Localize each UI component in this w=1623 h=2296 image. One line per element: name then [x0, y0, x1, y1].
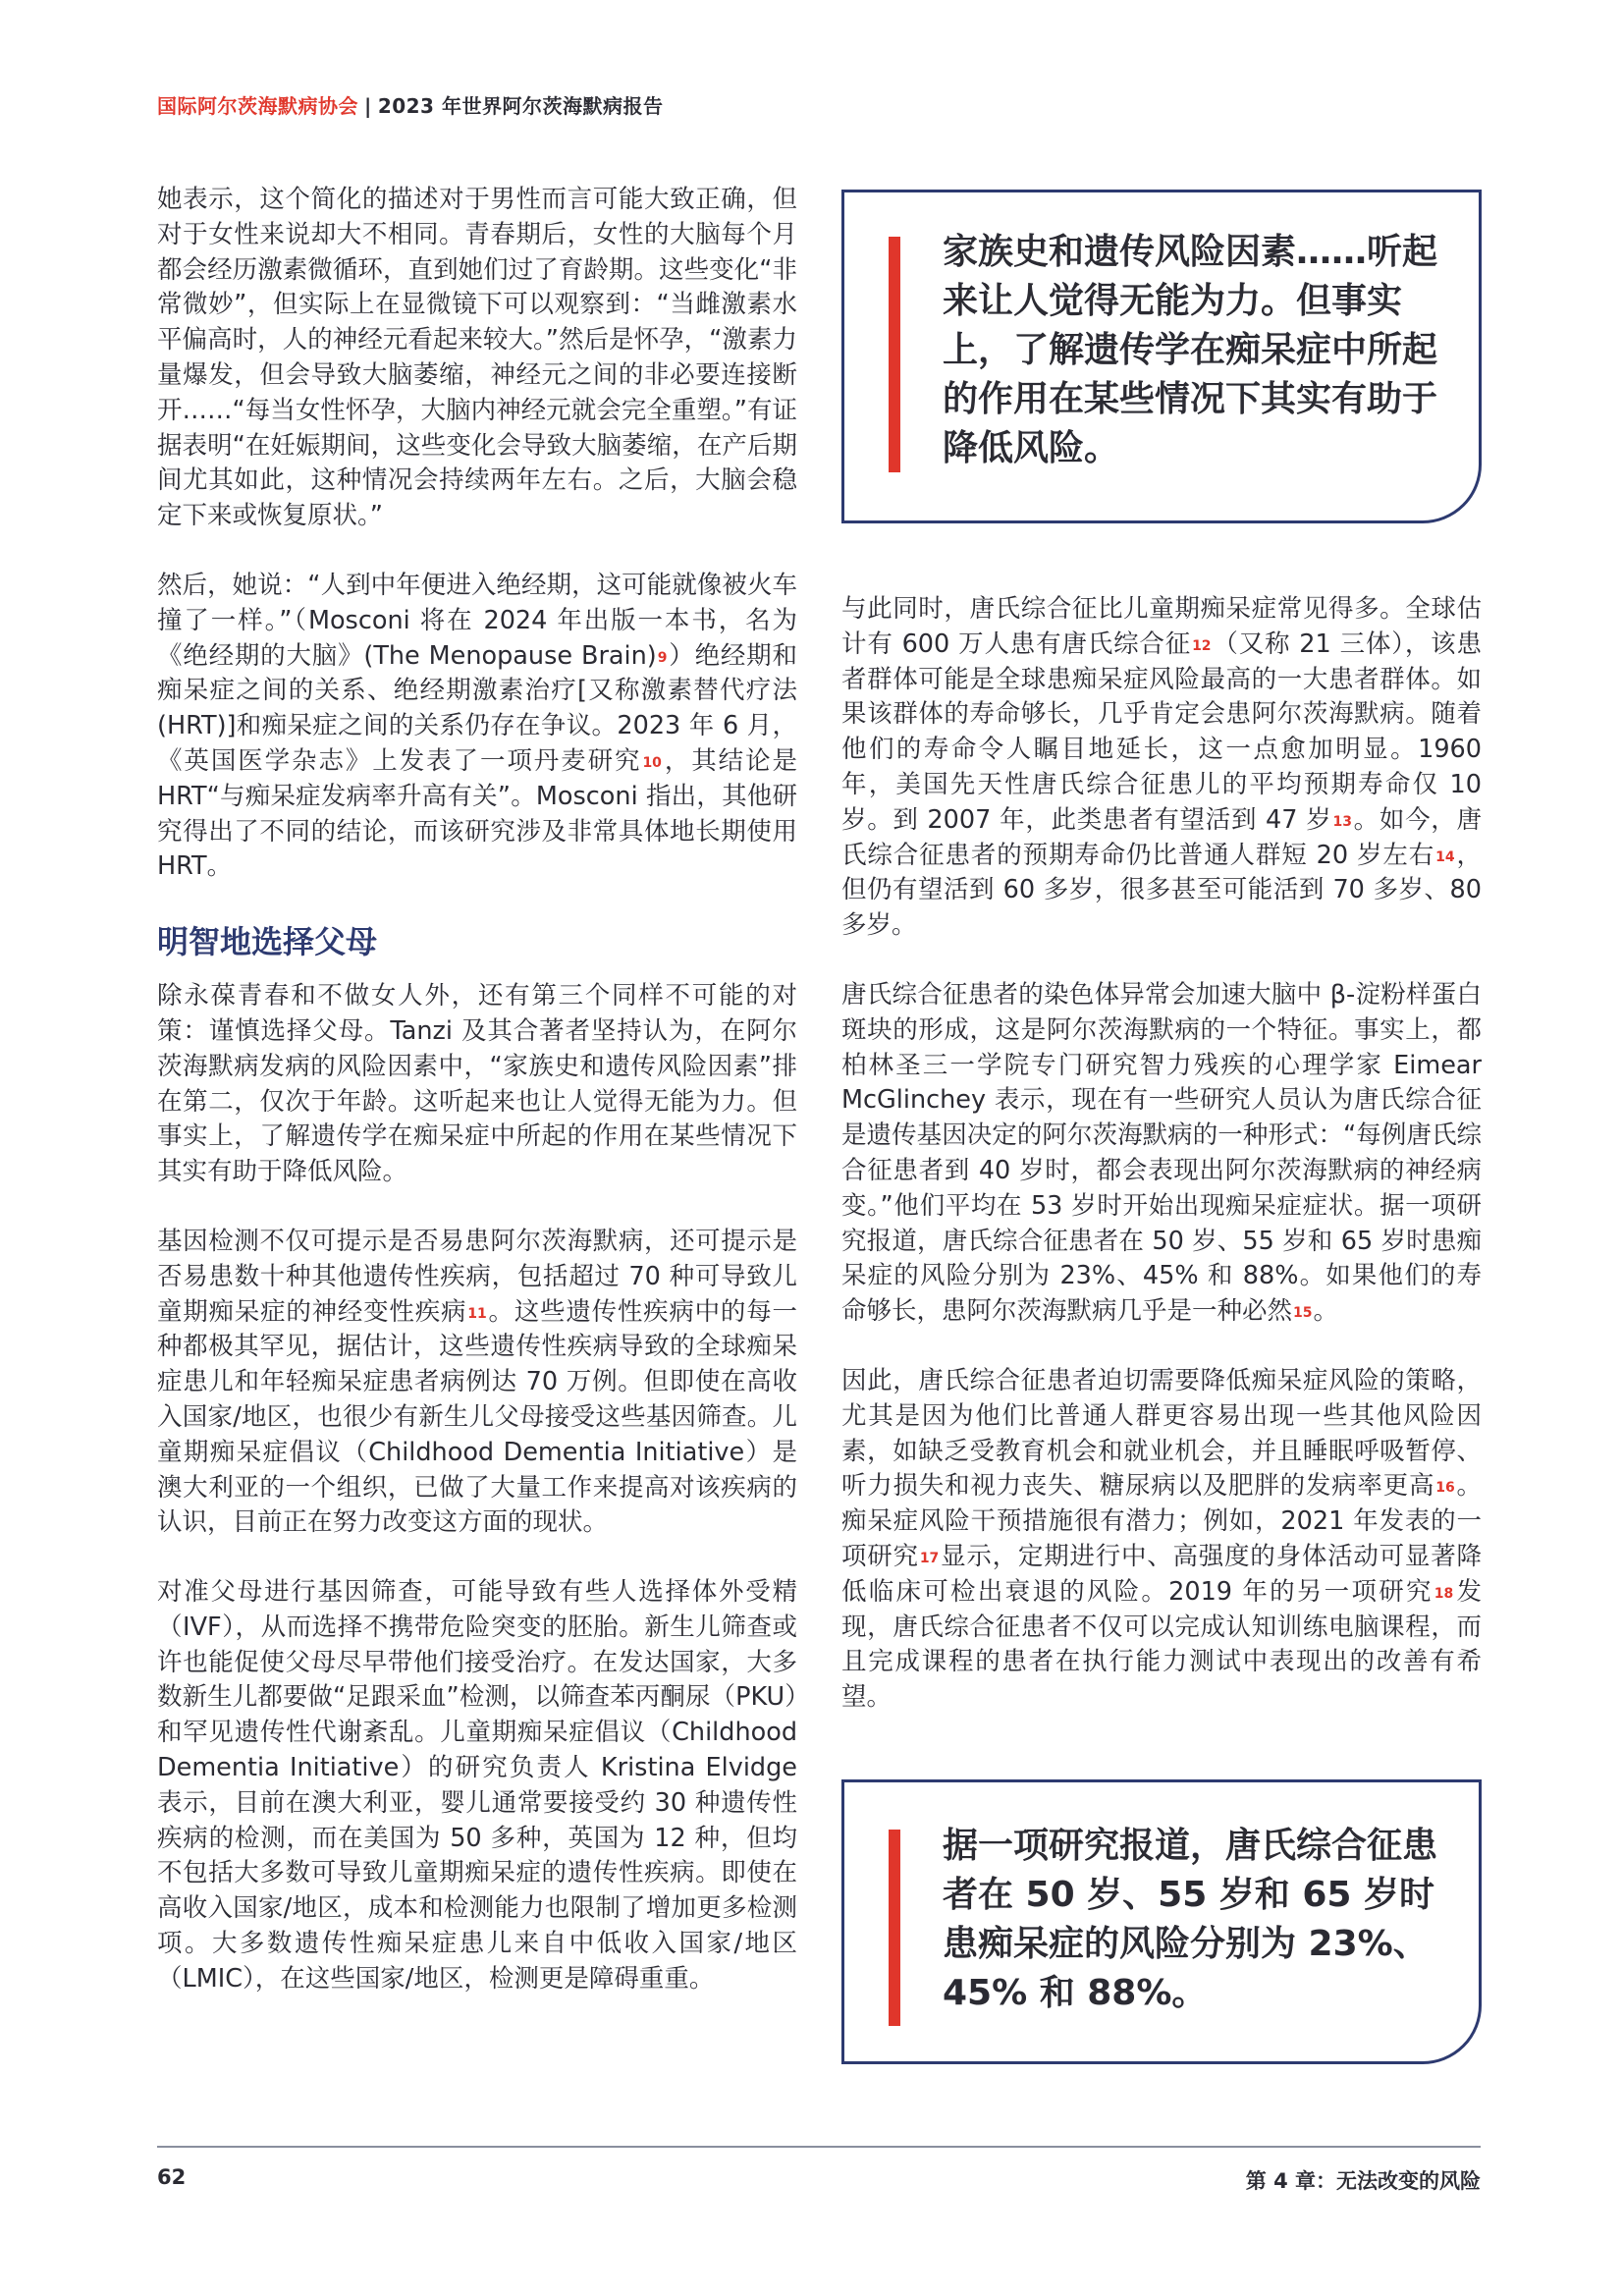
reference-marker[interactable]: 17 [919, 1550, 940, 1566]
section-heading: 明智地选择父母 [157, 923, 378, 961]
paragraph: 因此，唐氏综合征患者迫切需要降低痴呆症风险的策略，尤其是因为他们比普通人群更容易出现一些其他风险因素，如缺乏受教育机会和就业机会，并且睡眠呼吸暂停、听力损失和视力丧失、糖尿病以及肥胖的发病率更高$^{16}$。痴呆症风险干预措施很有潜力；例如，2021 年发表的一项研究$^{17}$显示，定期进行中、高强度的身体活动可显著降低临床可检出衰退的风险。2019 年的另一项研究$^{18}$发现，唐氏综合征患者不仅可以完成认知训练电脑课程，而且完成课程的患者在执行能力测试中表现出的改善有希望。 [841, 1365, 1482, 1713]
pull-quote-text: 据一项研究报道，唐氏综合征患者在 50 岁、55 岁和 65 岁时患痴呆症的风险分别为 23%、45% 和 88%。 [943, 1826, 1438, 2013]
header-separator: | [364, 94, 372, 118]
paragraph: 除永葆青春和不做女人外，还有第三个同样不可能的对策：谨慎选择父母。Tanzi 及其合著者坚持认为，在阿尔茨海默病发病的风险因素中，“家族史和遗传风险因素”排在第二，仅次于年龄。这听起来也让人觉得无能为力。但事实上，了解遗传学在痴呆症中所起的作用在某些情况下其实有助于降低风险。 [157, 981, 797, 1187]
paragraph: 她表示，这个简化的描述对于男性而言可能大致正确，但对于女性来说却大不相同。青春期后，女性的大脑每个月都会经历激素微循环，直到她们过了育龄期。这些变化“非常微妙”，但实际上在显微镜下可以观察到：“当雌激素水平偏高时，人的神经元看起来较大。”然后是怀孕，“激素力量爆发，但会导致大脑萎缩，神经元之间的非必要连接断开……“每当女性怀孕，大脑内神经元就会完全重塑。”有证据表明“在妊娠期间，这些变化会导致大脑萎缩，在产后期间尤其如此，这种情况会持续两年左右。之后，大脑会稳定下来或恢复原状。” [157, 185, 797, 531]
page-number: 62 [157, 2165, 187, 2189]
paragraph: 对准父母进行基因筛查，可能导致有些人选择体外受精（IVF），从而选择不携带危险突变的胚胎。新生儿筛查或许也能促使父母尽早带他们接受治疗。在发达国家，大多数新生儿都要做“足跟采血”检测，以筛查苯丙酮尿（PKU）和罕见遗传性代谢紊乱。儿童期痴呆症倡议（Childhood Dementia Initiative）的研究负责人 Kristina Elvidge 表示，目前在澳大利亚，婴儿通常要接受约 30 种遗传性疾病的检测，而在美国为 50 多种，英国为 12 种，但均不包括大多数可导致儿童期痴呆症的遗传性疾病。即使在高收入国家/地区，成本和检测能力也限制了增加更多检测项。大多数遗传性痴呆症患儿来自中低收入国家/地区（LMIC），在这些国家/地区，检测更是障碍重重。 [157, 1577, 797, 1994]
reference-marker[interactable]: 10 [642, 754, 662, 771]
quote-accent-bar [889, 237, 900, 472]
chapter-title: 第 4 章：无法改变的风险 [1245, 2169, 1481, 2193]
reference-marker[interactable]: 15 [1293, 1305, 1313, 1322]
reference-marker[interactable]: 18 [1434, 1585, 1454, 1602]
header-report-title: 2023 年世界阿尔茨海默病报告 [377, 94, 664, 118]
reference-marker[interactable]: 11 [467, 1305, 487, 1322]
paragraph: 唐氏综合征患者的染色体异常会加速大脑中 β-淀粉样蛋白斑块的形成，这是阿尔茨海默病的一个特征。事实上，都柏林圣三一学院专门研究智力残疾的心理学家 Eimear McGlinchey 表示，现在有一些研究人员认为唐氏综合征是遗传基因决定的阿尔茨海默病的一种形式：“每例唐氏综合征患者到 40 岁时，都会表现出阿尔茨海默病的神经病变。”他们平均在 53 岁时开始出现痴呆症症状。据一项研究报道，唐氏综合征患者在 50 岁、55 岁和 65 岁时患痴呆症的风险分别为 23%、45% 和 88%。如果他们的寿命够长，患阿尔茨海默病几乎是一种必然$^{15}$。 [841, 979, 1482, 1327]
left-column [157, 183, 797, 1997]
footer-divider [157, 2146, 1481, 2148]
reference-marker[interactable]: 14 [1435, 848, 1455, 865]
header-organization: 国际阿尔茨海默病协会 [157, 94, 358, 118]
paragraph: 与此同时，唐氏综合征比儿童期痴呆症常见得多。全球估计有 600 万人患有唐氏综合征$^{12}$（又称 21 三体），该患者群体可能是全球患痴呆症风险最高的一大患者群体。如果该群体的寿命够长，几乎肯定会患阿尔茨海默病。随着他们的寿命令人瞩目地延长，这一点愈加明显。1960 年，美国先天性唐氏综合征患儿的平均预期寿命仅 10 岁。到 2007 年，此类患者有望活到 47 岁$^{13}$。如今，唐氏综合征患者的预期寿命仍比普通人群短 20 岁左右$^{14}$，但仍有望活到 60 多岁，很多甚至可能活到 70 多岁、80 多岁。 [841, 594, 1482, 941]
pull-quote-bottom [841, 1779, 1482, 2064]
running-header [157, 90, 663, 119]
reference-marker[interactable]: 9 [657, 649, 668, 666]
quote-accent-bar [889, 1830, 900, 2026]
reference-marker[interactable]: 12 [1192, 637, 1212, 654]
reference-marker[interactable]: 16 [1435, 1480, 1455, 1497]
reference-marker[interactable]: 13 [1332, 813, 1352, 830]
pull-quote-top [841, 190, 1482, 523]
right-column [841, 592, 1482, 1716]
paragraph: 然后，她说：“人到中年便进入绝经期，这可能就像被火车撞了一样。”（Mosconi 将在 2024 年出版一本书，名为《绝经期的大脑》(The Menopause Brain)$^9$）绝经期和痴呆症之间的关系、绝经期激素治疗[又称激素替代疗法(HRT)]和痴呆症之间的关系仍存在争议。2023 年 6 月，《英国医学杂志》上发表了一项丹麦研究$^{10}$，其结论是 HRT“与痴呆症发病率升高有关”。Mosconi 指出，其他研究得出了不同的结论，而该研究涉及非常具体地长期使用 HRT。 [157, 570, 797, 882]
paragraph: 基因检测不仅可提示是否易患阿尔茨海默病，还可提示是否易患数十种其他遗传性疾病，包括超过 70 种可导致儿童期痴呆症的神经变性疾病$^{11}$。这些遗传性疾病中的每一种都极其罕见，据估计，这些遗传性疾病导致的全球痴呆症患儿和年轻痴呆症患者病例达 70 万例。但即使在高收入国家/地区，也很少有新生儿父母接受这些基因筛查。儿童期痴呆症倡议（Childhood Dementia Initiative）是澳大利亚的一个组织，已做了大量工作来提高对该疾病的认识，目前正在努力改变这方面的现状。 [157, 1226, 797, 1538]
pull-quote-text: 家族史和遗传风险因素……听起来让人觉得无能为力。但事实上，了解遗传学在痴呆症中所起的作用在某些情况下其实有助于降低风险。 [943, 232, 1438, 468]
